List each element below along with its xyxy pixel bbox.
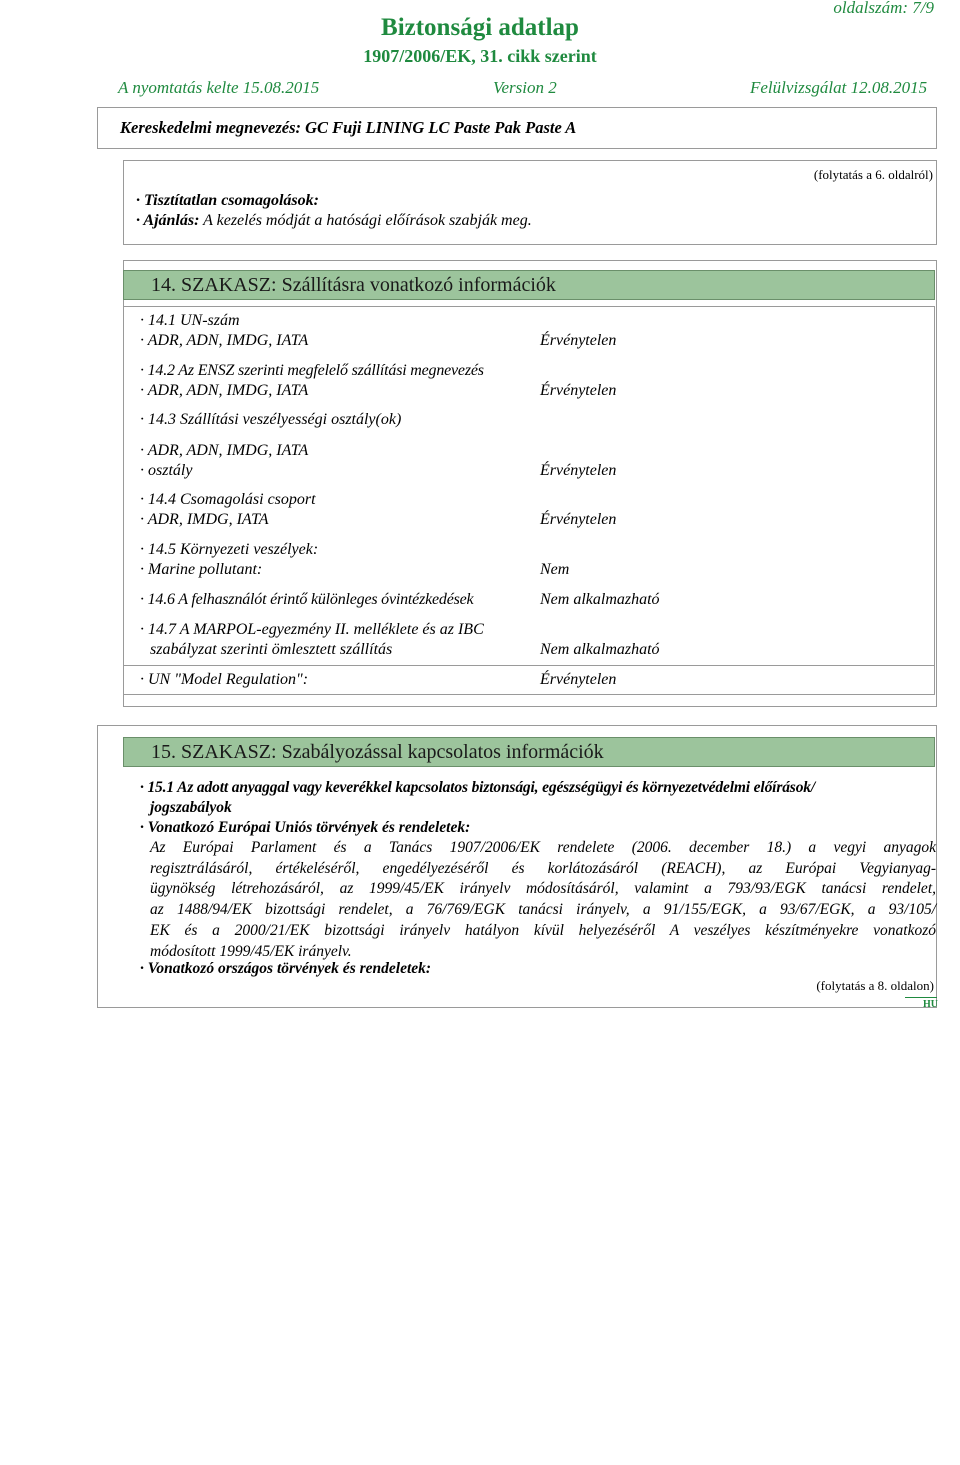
- language-code: HU: [923, 999, 938, 1010]
- packaging-box: [123, 160, 937, 245]
- row-14-5-value: Nem: [540, 561, 570, 578]
- continued-to: (folytatás a 8. oldalon): [816, 978, 934, 993]
- row-14-5-marine: · Marine pollutant:: [140, 561, 263, 578]
- recommendation-text: A kezelés módját a hatósági előírások szabják meg.: [203, 212, 532, 229]
- version: Version 2: [493, 78, 557, 97]
- row-14-4-modes: · ADR, IMDG, IATA: [140, 511, 269, 528]
- row-un-model-value: Érvénytelen: [540, 671, 617, 688]
- eu-regulations-label: · Vonatkozó Európai Uniós törvények és rendeletek:: [140, 819, 471, 836]
- row-14-6-value: Nem alkalmazható: [540, 591, 660, 608]
- eu-line-2: regisztrálásáról, értékeléséről, engedélyezéséről és korlátozásáról (REACH), az Európai Vegyianyag-: [150, 859, 936, 877]
- row-14-2-value: Érvénytelen: [540, 382, 617, 399]
- section14-title: 14. SZAKASZ: Szállításra vonatkozó információk: [151, 274, 556, 296]
- section15-title: 15. SZAKASZ: Szabályozással kapcsolatos információk: [151, 741, 604, 763]
- eu-line-3: ügynökség létrehozásáról, az 1999/45/EK irányelv módosításáról, valamint a 793/93/EGK tanácsi rendelet,: [150, 880, 936, 898]
- trade-name-box: [97, 107, 937, 149]
- row-14-4-value: Érvénytelen: [540, 511, 617, 528]
- section15-1-heading: · 15.1 Az adott anyaggal vagy keverékkel kapcsolatos biztonsági, egészségügyi és környezetvédelmi előírások/: [140, 779, 816, 796]
- row-14-7-value: Nem alkalmazható: [540, 641, 660, 658]
- row-14-2: · 14.2 Az ENSZ szerinti megfelelő szállítási megnevezés: [140, 362, 484, 379]
- eu-line-6: módosított 1999/45/EK irányelv.: [150, 942, 352, 960]
- packaging-label: · Tisztítatlan csomagolások:: [136, 192, 319, 209]
- row-14-5: · 14.5 Környezeti veszélyek:: [140, 541, 319, 558]
- eu-line-5: EK és a 2000/21/EK bizottsági irányelv hatályon kívül helyezéséről A veszélyes készítményekre vonatkozó: [150, 921, 936, 939]
- document-subtitle: 1907/2006/EK, 31. cikk szerint: [363, 46, 597, 66]
- row-14-3-value: Érvénytelen: [540, 462, 617, 479]
- national-regulations-label: · Vonatkozó országos törvények és rendeletek:: [140, 960, 432, 977]
- revision-date: Felülvizsgálat 12.08.2015: [750, 78, 928, 97]
- row-un-model: · UN "Model Regulation":: [140, 671, 309, 688]
- section14-header: [123, 270, 935, 300]
- packaging-recommendation: [136, 212, 532, 230]
- section15-1-heading-cont: jogszabályok: [150, 799, 232, 816]
- document-title: Biztonsági adatlap: [381, 14, 579, 41]
- row-14-2-modes: · ADR, ADN, IMDG, IATA: [140, 382, 309, 399]
- continued-from: (folytatás a 6. oldalról): [813, 167, 933, 182]
- row-14-3: · 14.3 Szállítási veszélyességi osztály(ok): [140, 411, 402, 428]
- page-number: oldalszám: 7/9: [833, 0, 934, 17]
- row-14-7-cont: szabályzat szerinti ömlesztett szállítás: [150, 641, 393, 658]
- print-date: A nyomtatás kelte 15.08.2015: [118, 78, 320, 97]
- section15-header: [123, 737, 935, 767]
- eu-line-1: Az Európai Parlament és a Tanács 1907/2006/EK rendelete (2006. december 18.) a vegyi anyagok: [150, 839, 936, 856]
- row-14-6: · 14.6 A felhasználót érintő különleges óvintézkedések: [140, 591, 474, 608]
- row-14-3-class: · osztály: [140, 462, 193, 479]
- row-14-7: · 14.7 A MARPOL-egyezmény II. melléklete és az IBC: [140, 621, 484, 638]
- row-14-1-modes: · ADR, ADN, IMDG, IATA: [140, 332, 309, 349]
- footer-rule: [905, 997, 937, 998]
- row-14-4: · 14.4 Csomagolási csoport: [140, 491, 316, 508]
- eu-line-4: az 1488/94/EK bizottsági rendelet, a 76/769/EGK tanácsi irányelv, a 91/155/EGK, a 93/67/EGK, a 93/105/: [150, 901, 936, 919]
- eu-regulations-text: [150, 838, 936, 962]
- row-14-1: · 14.1 UN-szám: [140, 312, 240, 329]
- recommendation-label: · Ajánlás:: [136, 212, 200, 229]
- trade-name: Kereskedelmi megnevezés: GC Fuji LINING LC Paste Pak Paste A: [120, 118, 577, 137]
- row-14-3-modes: · ADR, ADN, IMDG, IATA: [140, 442, 309, 459]
- row-14-1-value: Érvénytelen: [540, 332, 617, 349]
